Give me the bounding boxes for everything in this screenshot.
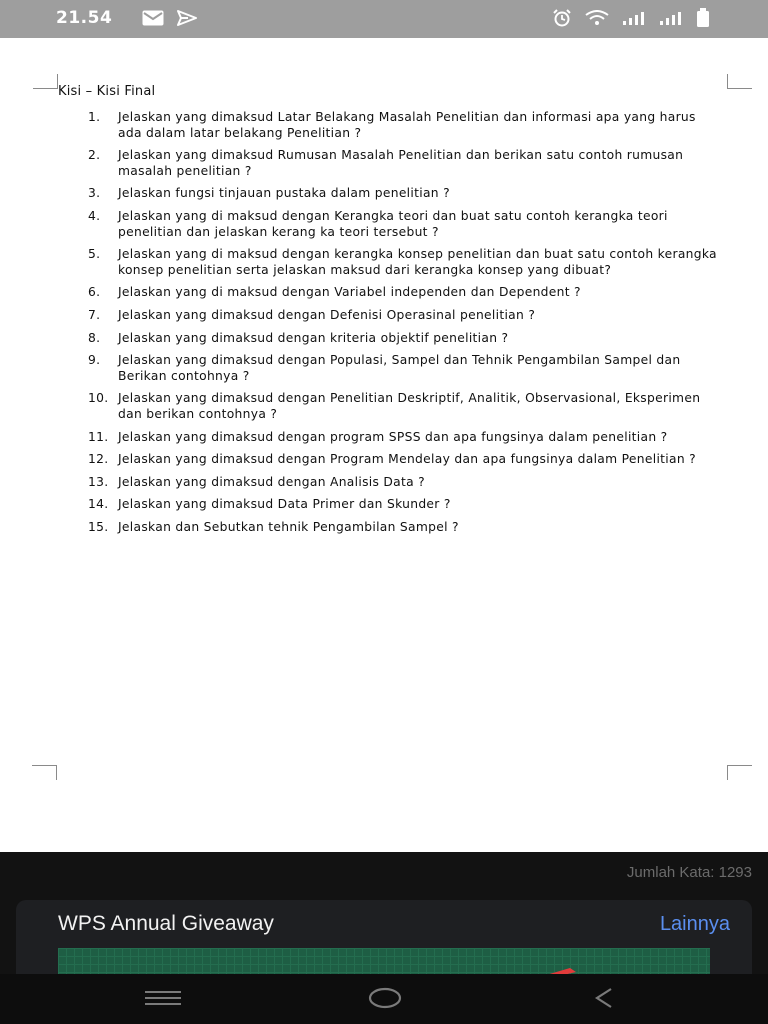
question-item — [58, 110, 718, 141]
status-bar — [0, 0, 768, 38]
question-number: 11. — [88, 429, 109, 444]
question-number: 14. — [88, 497, 109, 512]
question-list — [58, 110, 718, 542]
signal-icon — [621, 10, 647, 29]
question-item — [58, 475, 718, 491]
question-number: 7. — [88, 307, 101, 322]
question-text: Jelaskan yang di maksud dengan Variabel independen dan Dependent ? — [118, 285, 581, 300]
question-number: 9. — [88, 353, 101, 368]
question-number: 2. — [88, 148, 101, 163]
document-title: Kisi – Kisi Final — [58, 84, 156, 99]
document-page[interactable] — [0, 38, 768, 852]
question-item — [58, 148, 718, 179]
status-time: 21.54 — [56, 8, 113, 28]
question-number: 8. — [88, 330, 101, 345]
question-number: 15. — [88, 519, 109, 534]
question-text: Jelaskan yang di maksud dengan Kerangka teori dan buat satu contoh kerangka teori penelitian dan jelaskan kerang ka teori tersebut ? — [118, 208, 668, 239]
question-item — [58, 285, 718, 301]
question-text: Jelaskan yang dimaksud Data Primer dan Skunder ? — [118, 497, 451, 512]
question-item — [58, 353, 718, 384]
wifi-icon — [585, 10, 609, 30]
question-text: Jelaskan yang dimaksud dengan kriteria objektif penelitian ? — [118, 330, 509, 345]
question-text: Jelaskan yang dimaksud dengan Analisis Data ? — [118, 474, 426, 489]
question-text: Jelaskan yang dimaksud dengan Populasi, Sampel dan Tehnik Pengambilan Sampel dan Berikan contohnya ? — [118, 353, 681, 383]
question-text: Jelaskan yang dimaksud dengan Program Mendelay dan apa fungsinya dalam Penelitian ? — [118, 452, 696, 467]
question-item — [58, 497, 718, 513]
question-item — [58, 209, 718, 240]
question-text: Jelaskan yang dimaksud dengan program SPSS dan apa fungsinya dalam penelitian ? — [118, 429, 668, 444]
question-number: 6. — [88, 285, 101, 300]
question-number: 3. — [88, 186, 101, 201]
page-corner-marker — [32, 765, 57, 780]
battery-icon — [696, 8, 710, 32]
question-text: Jelaskan yang dimaksud dengan Defenisi Operasinal penelitian ? — [118, 307, 536, 322]
word-count: Jumlah Kata: 1293 — [626, 864, 752, 881]
question-number: 1. — [88, 110, 101, 124]
question-item — [58, 186, 718, 202]
navigation-bar — [0, 974, 768, 1024]
alarm-icon — [552, 9, 572, 31]
question-item — [58, 452, 718, 468]
home-icon[interactable] — [367, 986, 403, 1014]
question-item — [58, 308, 718, 324]
back-icon[interactable] — [593, 986, 615, 1014]
signal-icon — [658, 10, 684, 29]
question-text: Jelaskan fungsi tinjauan pustaka dalam penelitian ? — [118, 186, 450, 201]
page-corner-marker — [727, 74, 752, 89]
question-number: 5. — [88, 247, 101, 262]
question-text: Jelaskan yang di maksud dengan kerangka konsep penelitian dan buat satu contoh kerangka konsep penelitian serta jelaskan maksud dari kerangka konsep yang dibuat? — [118, 247, 717, 277]
question-item — [58, 331, 718, 347]
question-number: 12. — [88, 452, 109, 467]
question-number: 4. — [88, 208, 101, 223]
page-corner-marker — [33, 74, 58, 89]
question-text: Jelaskan yang dimaksud dengan Penelitian Deskriptif, Analitik, Observasional, Eksperimen dan berikan contohnya ? — [118, 391, 701, 421]
question-item — [58, 391, 718, 422]
mail-icon — [142, 10, 164, 30]
menu-icon[interactable] — [145, 990, 181, 1010]
question-number: 10. — [88, 391, 109, 406]
question-item — [58, 430, 718, 446]
question-item — [58, 247, 718, 278]
ad-more-link[interactable]: Lainnya — [659, 913, 730, 935]
question-number: 13. — [88, 474, 109, 489]
page-corner-marker — [727, 765, 752, 780]
question-text: Jelaskan yang dimaksud Latar Belakang Masalah Penelitian dan informasi apa yang harus ada dalam latar belakang Penelitian ? — [118, 110, 696, 140]
question-text: Jelaskan dan Sebutkan tehnik Pengambilan Sampel ? — [118, 519, 459, 534]
question-item — [58, 520, 718, 536]
question-text: Jelaskan yang dimaksud Rumusan Masalah Penelitian dan berikan satu contoh rumusan masalah penelitian ? — [118, 148, 684, 178]
ad-title: WPS Annual Giveaway — [58, 912, 274, 935]
send-icon — [176, 10, 198, 30]
